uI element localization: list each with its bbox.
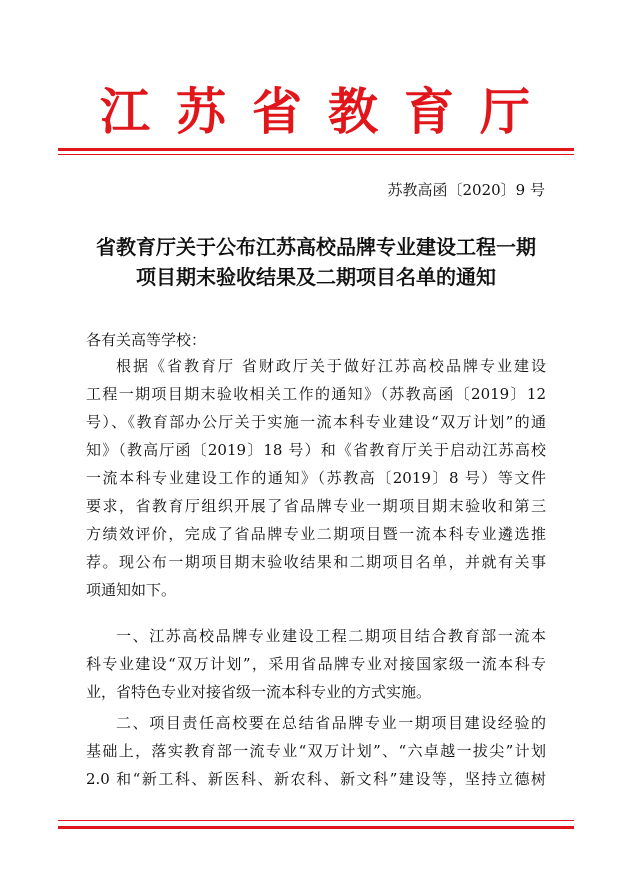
paragraph-1 [86,352,546,604]
paragraph-line: 科专业建设“双万计划”，采用省品牌专业对接国家级一流本科专 [86,655,546,673]
footer-rule-thick [58,826,574,829]
document-title-line: 项目期末验收结果及二期项目名单的通知 [136,265,496,289]
paragraph-line: 要求，省教育厅组织开展了省品牌专业一期项目期末验收和第三 [86,497,546,515]
header-rule-thick [58,148,574,151]
document-title-line: 省教育厅关于公布江苏高校品牌专业建设工程一期 [96,235,536,259]
paragraph-3 [86,709,546,793]
paragraph-line: 号）、《教育部办公厅关于实施一流本科专业建设“双万计划”的通 [86,413,546,431]
paragraph-2 [86,622,546,706]
paragraph-line: 2.0 和“新工科、新医科、新农科、新文科”建设等，坚持立德树 [86,770,546,788]
paragraph-line: 基础上，落实教育部一流专业“双万计划”、“六卓越一拔尖”计划 [86,742,546,760]
paragraph-line: 荐。现公布一期项目期末验收结果和二期项目名单，并就有关事 [86,553,546,571]
paragraph-line: 根据《省教育厅 省财政厅关于做好江苏高校品牌专业建设 [116,357,546,375]
paragraph-line: 业，省特色专业对接省级一流本科专业的方式实施。 [86,683,432,701]
salutation: 各有关高等学校： [86,331,207,349]
footer-rule-thin [58,820,574,821]
agency-header-title: 江苏省教育厅 [100,82,556,141]
header-rule-thin [58,154,574,155]
paragraph-line: 方绩效评价，完成了省品牌专业二期项目暨一流本科专业遴选推 [86,525,546,543]
paragraph-line: 项通知如下。 [86,581,177,599]
paragraph-line: 一、江苏高校品牌专业建设工程二期项目结合教育部一流本 [116,627,546,645]
paragraph-line: 一流本科专业建设工作的通知》（苏教高〔2019〕8 号）等文件 [86,469,546,487]
document-title [58,232,574,292]
document-number: 苏教高函〔2020〕9 号 [387,181,545,199]
paragraph-line: 知》（教高厅函〔2019〕18 号）和《省教育厅关于启动江苏高校 [86,441,546,459]
paragraph-line: 二、项目责任高校要在总结省品牌专业一期项目建设经验的 [116,714,546,732]
paragraph-line: 工程一期项目期末验收相关工作的通知》（苏教高函〔2019〕12 [86,385,546,403]
